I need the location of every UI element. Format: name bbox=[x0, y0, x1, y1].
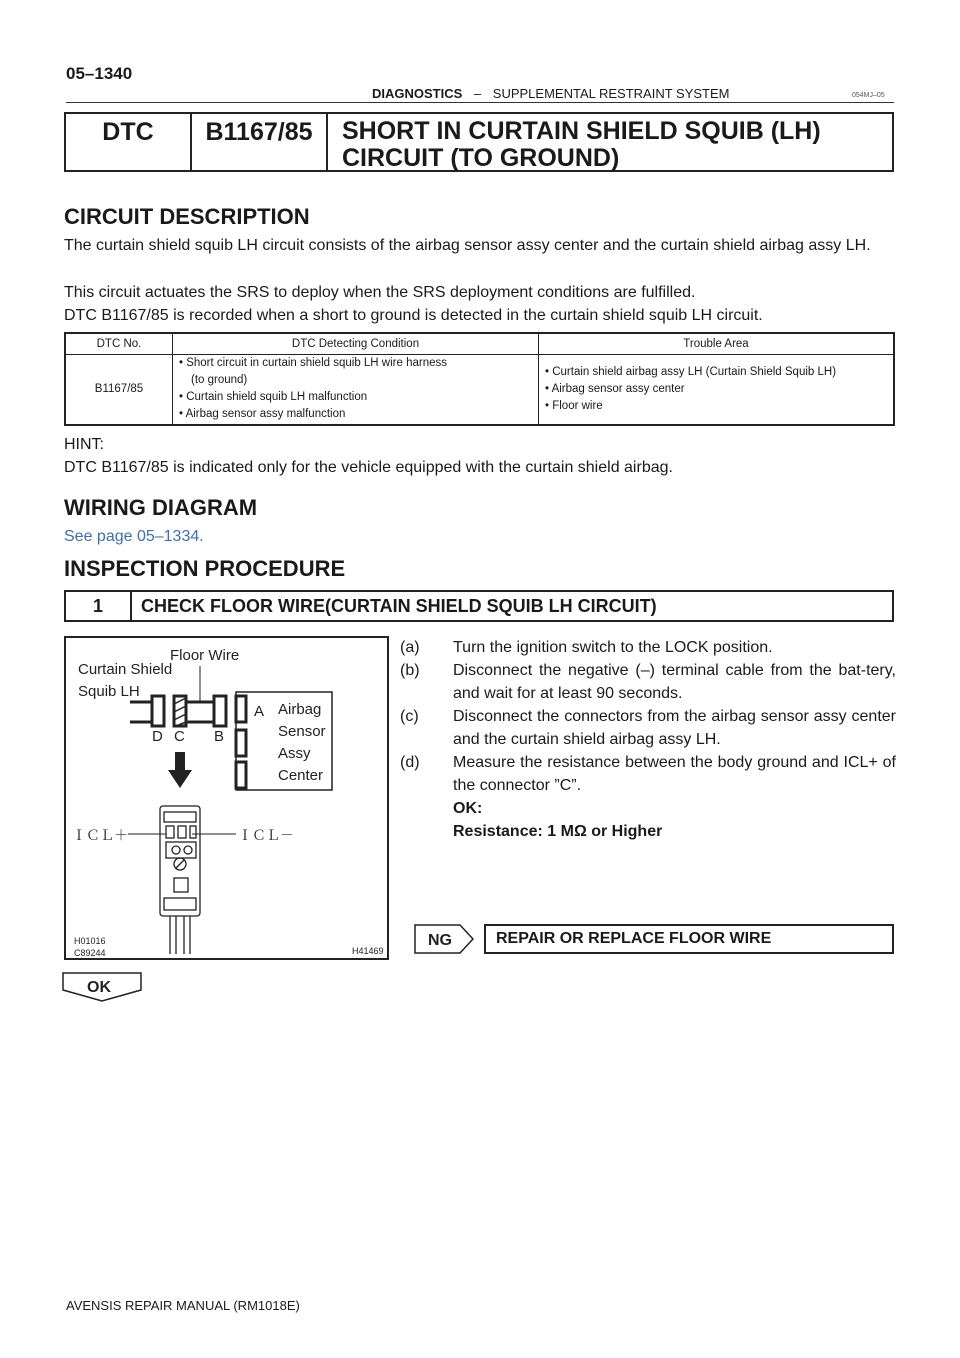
circuit-description-p3: DTC B1167/85 is recorded when a short to ground is detected in the curtain shield squib LH circuit. bbox=[64, 307, 763, 324]
hint-label: HINT: bbox=[64, 436, 104, 453]
curtain-label-line1: Curtain Shield bbox=[78, 661, 173, 678]
connector-d-label: D bbox=[152, 728, 163, 745]
header-rule bbox=[66, 102, 894, 103]
procedure-label: (d) bbox=[400, 754, 420, 771]
ok-label: OK bbox=[87, 979, 111, 996]
circuit-description-p1: The curtain shield squib LH circuit consists of the airbag sensor assy center and the curtain shield airbag assy LH. bbox=[64, 237, 871, 254]
airbag-label-line2: Sensor bbox=[278, 723, 326, 740]
dtc-table bbox=[64, 332, 895, 426]
condition-item: • Airbag sensor assy malfunction bbox=[179, 408, 346, 421]
hint-text: DTC B1167/85 is indicated only for the vehicle equipped with the curtain shield airbag. bbox=[64, 459, 673, 476]
connector-c-label: C bbox=[174, 728, 185, 745]
ng-label: NG bbox=[428, 932, 452, 949]
floor-wire-icon bbox=[186, 702, 214, 722]
area-item: • Floor wire bbox=[545, 399, 603, 412]
circuit-description-p2: This circuit actuates the SRS to deploy when the SRS deployment conditions are fulfilled. bbox=[64, 284, 696, 301]
spec-resistance-value: Resistance: 1 MΩ or Higher bbox=[453, 823, 663, 840]
connector-a-icon bbox=[236, 696, 246, 722]
connector-icon bbox=[236, 762, 246, 788]
procedure-label: (c) bbox=[400, 708, 419, 725]
header-doc-code: 054MJ–05 bbox=[852, 92, 885, 99]
connector-diagram bbox=[66, 638, 387, 958]
ok-result-tag bbox=[62, 972, 142, 1002]
condition-item: • Short circuit in curtain shield squib LH wire harness bbox=[179, 357, 448, 370]
step-box bbox=[64, 590, 894, 622]
connector-icon bbox=[236, 730, 246, 756]
figure-code-1: H01016 bbox=[74, 936, 106, 946]
step-number: 1 bbox=[66, 592, 132, 620]
inspection-heading: INSPECTION PROCEDURE bbox=[64, 556, 346, 581]
footer-manual: AVENSIS REPAIR MANUAL (RM1018E) bbox=[66, 1298, 300, 1313]
circuit-description-heading: CIRCUIT DESCRIPTION bbox=[64, 204, 310, 229]
connector-a-label: A bbox=[254, 703, 265, 720]
connector-b-icon bbox=[214, 696, 226, 726]
dtc-table-header-code: DTC No. bbox=[65, 333, 173, 355]
procedure-label: (a) bbox=[400, 639, 420, 656]
list-item bbox=[400, 751, 896, 797]
list-item bbox=[400, 636, 896, 659]
spec-ok-label: OK: bbox=[453, 800, 483, 817]
airbag-label-line3: Assy bbox=[278, 745, 311, 762]
step-title: CHECK FLOOR WIRE(CURTAIN SHIELD SQUIB LH CIRCUIT) bbox=[141, 595, 657, 616]
procedure-text: Disconnect the connectors from the airbag sensor assy center and the curtain shield airbag assy LH. bbox=[453, 708, 896, 748]
dtc-title-line2: CIRCUIT (TO GROUND) bbox=[342, 144, 620, 172]
ng-result-tag bbox=[414, 924, 474, 954]
condition-item: • Curtain shield squib LH malfunction bbox=[179, 391, 368, 404]
connector-c-detail-icon bbox=[160, 806, 200, 954]
dtc-title bbox=[328, 114, 892, 170]
header-separator: – bbox=[473, 86, 482, 101]
wiring-diagram-link[interactable]: See page 05–1334. bbox=[64, 528, 204, 545]
list-item bbox=[400, 659, 896, 705]
dtc-label: DTC bbox=[66, 114, 192, 170]
dtc-title-box bbox=[64, 112, 894, 172]
procedure-text: Disconnect the negative (–) terminal cable from the bat-tery, and wait for at least 90 seconds. bbox=[453, 662, 896, 702]
header-section bbox=[372, 86, 729, 101]
procedure-list bbox=[400, 636, 896, 843]
arrow-down-icon bbox=[175, 752, 185, 772]
area-item: • Curtain shield airbag assy LH (Curtain Shield Squib LH) bbox=[545, 365, 837, 378]
ng-action-box: REPAIR OR REPLACE FLOOR WIRE bbox=[484, 924, 894, 954]
header-subsection: SUPPLEMENTAL RESTRAINT SYSTEM bbox=[492, 86, 730, 101]
connector-figure bbox=[64, 636, 389, 960]
connector-b-label: B bbox=[214, 728, 225, 745]
dtc-table-header-area: Trouble Area bbox=[539, 333, 895, 355]
dtc-table-conditions bbox=[173, 355, 539, 425]
dtc-table-header bbox=[65, 333, 894, 355]
dtc-table-code: B1167/85 bbox=[65, 355, 173, 425]
icl-plus-label: ＩＣＬ＋ bbox=[72, 827, 128, 843]
dtc-title-line1: SHORT IN CURTAIN SHIELD SQUIB (LH) bbox=[342, 117, 821, 145]
figure-code-3: H41469 bbox=[352, 946, 384, 956]
figure-code-2: C89244 bbox=[74, 948, 106, 958]
procedure-text: Turn the ignition switch to the LOCK position. bbox=[453, 639, 773, 656]
area-item: • Airbag sensor assy center bbox=[545, 382, 685, 395]
spec-resistance bbox=[400, 820, 896, 843]
dtc-table-header-condition: DTC Detecting Condition bbox=[173, 333, 539, 355]
procedure-label: (b) bbox=[400, 662, 420, 679]
dtc-code: B1167/85 bbox=[192, 114, 328, 170]
table-row bbox=[65, 355, 894, 425]
airbag-label-line1: Airbag bbox=[278, 701, 322, 718]
dtc-table-areas bbox=[539, 355, 895, 425]
connector-d-housing bbox=[152, 696, 164, 726]
list-item bbox=[400, 705, 896, 751]
connector-d-icon bbox=[130, 702, 152, 722]
header-section-name: DIAGNOSTICS bbox=[372, 86, 463, 101]
airbag-label-line4: Center bbox=[278, 767, 324, 784]
curtain-label-line2: Squib LH bbox=[78, 683, 140, 700]
condition-item: (to ground) bbox=[191, 374, 248, 387]
page-number: 05–1340 bbox=[66, 64, 133, 83]
wiring-diagram-heading: WIRING DIAGRAM bbox=[64, 495, 258, 520]
floor-wire-label: Floor Wire bbox=[170, 647, 240, 664]
icl-minus-label: ＩＣＬ－ bbox=[238, 827, 294, 843]
procedure-text: Measure the resistance between the body ground and ICL+ of the connector ”C”. bbox=[453, 754, 896, 794]
spec-ok bbox=[400, 797, 896, 820]
